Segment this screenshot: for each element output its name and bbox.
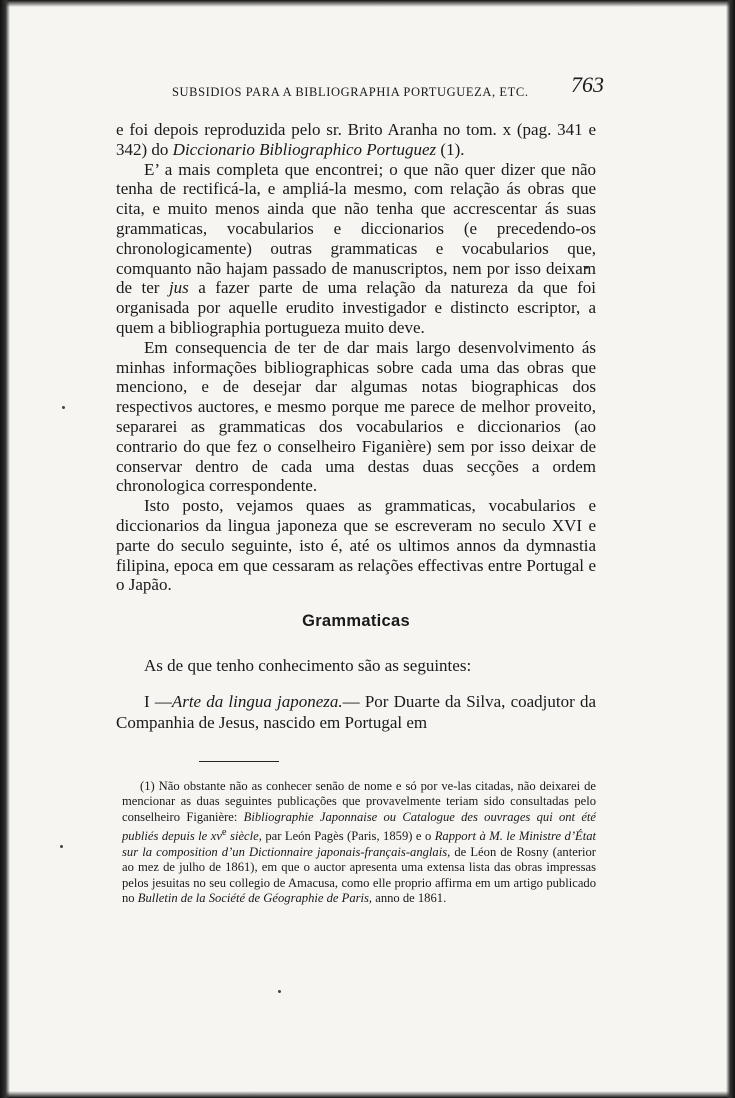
footnote: (1) Não obstante não as conhecer senão de nome e só por ve-las citadas, não deixarei de mencionar as duas seguintes publicações que provavelmente teriam sido consultadas pelo conselheiro Figanière: Bibliographie Japonnaise ou Catalogue des ouvrages qui ont été publiés depuis le $xv^e$ siècle, par León Pagès (Paris, 1859) e o Rapport à M. le Ministre d’État sur la composition d’un Dictionnaire japonais-français-anglais, de Léon de Rosny (anterior ao mez de julho de 1861), em que o auctor apresenta uma extensa lista das obras impressas pelos jesuitas no seu collegio de Amacusa, como elle proprio affirma em um artigo publicado no Bulletin de la Société de Géographie de Paris, anno de 1861. xyxy=(122,779,597,906)
running-head-title: SUBSIDIOS PARA A BIBLIOGRAPHIA PORTUGUEZA, ETC. xyxy=(172,85,529,99)
section-heading: Grammaticas xyxy=(302,612,410,630)
paragraph-1: e foi depois reproduzida pelo sr. Brito Aranha no tom. x (pag. 341 e 342) do Diccionario Bibliographico Portuguez (1). xyxy=(116,120,596,159)
paragraph-3: Em consequencia de ter de dar mais largo desenvolvimento ás minhas informações bibliographicas sobre cada uma das obras que menciono, e de desejar dar algumas notas biographicas dos respectivos auctores, e mesmo porque me parece de melhor proveito, separarei as grammaticas dos vocabularios e diccionarios (ao contrario do que fez o conselheiro Figanière) sem por isso deixar de conservar dentro de cada uma destas duas secções a ordem chronologica correspondente. xyxy=(116,337,596,496)
footnote-marker: (1) xyxy=(140,779,155,793)
scan-border-left xyxy=(0,0,10,1098)
body-text xyxy=(116,120,596,595)
scan-speck xyxy=(62,406,65,409)
paragraph-2: E’ a mais completa que encontrei; o que não quer dizer que não tenha de rectificá-la, e ampliá-la mesmo, com relação ás obras que cita, e muito menos ainda que não tenha que accrescentar ás suas grammaticas, vocabularios e diccionarios (e precedendo-os chronologicamente) outras grammaticas e vocabularios que, comquanto não hajam passado de manuscriptos, nem por isso deixam de ter jus a fazer parte de uma relação da natureza da que foi organisada por aquelle erudito investigador e distincto escriptor, a quem a bibliographia portugueza muito deve. xyxy=(116,159,596,337)
paragraph-4: Isto posto, vejamos quaes as grammaticas, vocabularios e diccionarios da lingua japoneza que se escreveram no seculo XVI e parte do seculo seguinte, isto é, até os ultimos annos da dymnastia filipina, epoca em que cessaram as relações effectivas entre Portugal e o Japão. xyxy=(116,496,596,595)
scan-speck xyxy=(278,990,281,993)
footnote-rule xyxy=(199,761,279,762)
entry-number: I — xyxy=(144,692,172,711)
scan-speck xyxy=(60,845,63,848)
page-number: 763 xyxy=(571,72,604,97)
scan-border-bottom xyxy=(0,1091,735,1098)
entry-title: Arte da lingua japoneza. xyxy=(171,692,343,711)
section-intro: As de que tenho conhecimento são as seguintes: xyxy=(144,656,472,675)
italic-title: Diccionario Bibliographico Portuguez xyxy=(172,139,437,159)
bibliography-entry xyxy=(116,691,596,733)
scan-border-top xyxy=(0,0,735,7)
italic-term: jus xyxy=(168,278,189,298)
scan-border-right xyxy=(726,0,735,1098)
entry-text: — Por Duarte da Silva, coadjutor da Companhia de Jesus, nascido em Portugal em xyxy=(116,692,596,732)
